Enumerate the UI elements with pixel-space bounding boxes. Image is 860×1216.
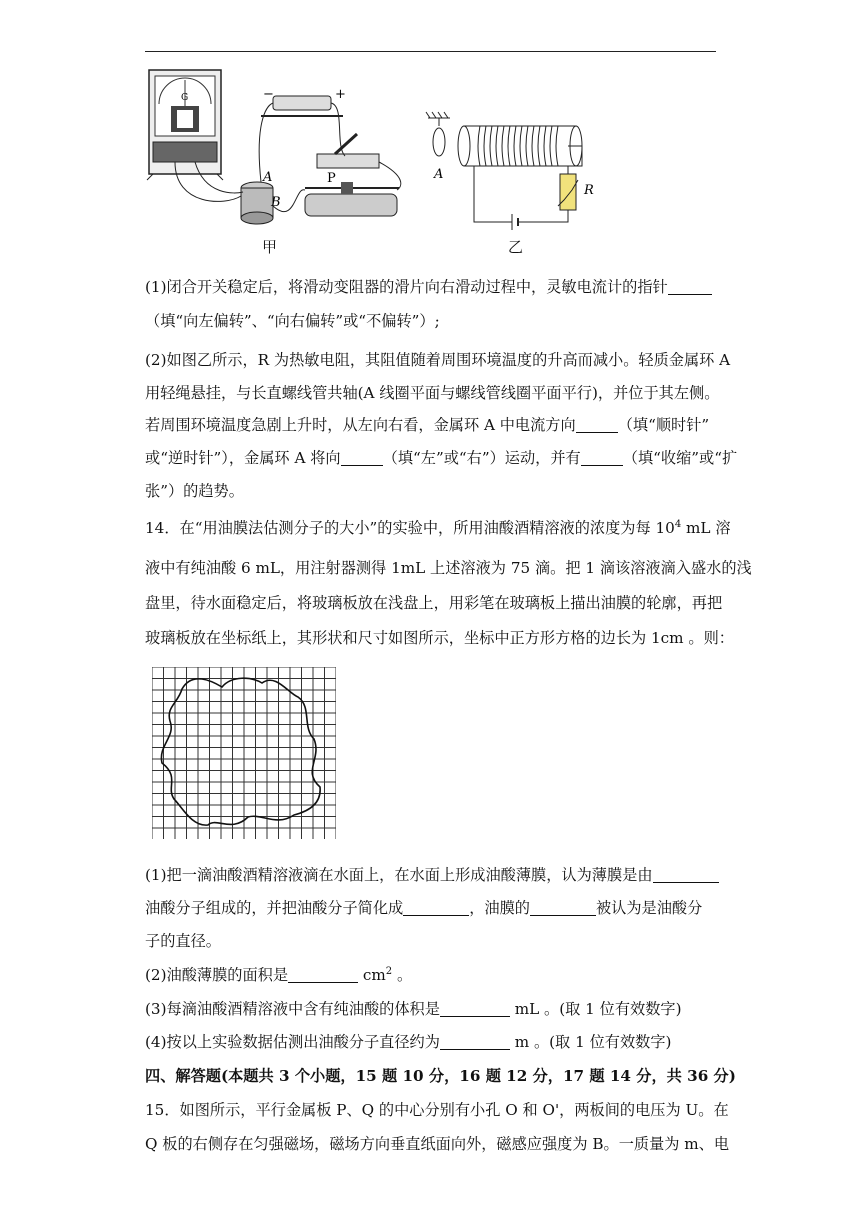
label-minus: − [263, 87, 274, 102]
answer-blank [403, 900, 469, 916]
q14-sub2: (2)油酸薄膜的面积是 $cm^2$ 。 [145, 965, 413, 984]
label-ring-A: A [434, 167, 444, 182]
q14-line3: 盘里，待水面稳定后，将玻璃板放在浅盘上，用彩笔在玻璃板上描出油膜的轮廓，再把 [145, 594, 723, 612]
figure-yi-caption: 乙 [508, 238, 524, 256]
q13-part2-line4: 或“逆时针”），金属环 A 将向 （填“左”或“右”）运动，并有 （填“收缩”或“扩 [145, 449, 738, 467]
q14-sub1-line3: 子的直径。 [145, 932, 221, 950]
label-P: P [327, 171, 336, 186]
answer-blank [530, 900, 596, 916]
q14-sub1-line2: 油酸分子组成的，并把油酸分子简化成 ，油膜的 被认为是油酸分 [145, 899, 703, 917]
oil-film-grid-figure [152, 667, 336, 839]
oil-film-outline [161, 678, 320, 825]
q14-line1: 14．在“用油膜法估测分子的大小”的实验中，所用油酸酒精溶液的浓度为每 $10^4$ mL 溶 [145, 518, 731, 537]
q13-part2-line3: 若周围环境温度急剧上升时，从左向右看，金属环 A 中电流方向 （填“顺时针” [145, 416, 710, 434]
q13-part1-line2: （填“向左偏转”、“向右偏转”或“不偏转”）; [145, 312, 440, 330]
q14-sub3: (3)每滴油酸酒精溶液中含有纯油酸的体积是 mL 。(取 1 位有效数字) [145, 1000, 682, 1018]
figure-jia-caption: 甲 [262, 238, 278, 256]
q13-part2-line5: 张”）的趋势。 [145, 482, 244, 500]
q13-part2-line1: (2)如图乙所示，R 为热敏电阻，其阻值随着周围环境温度的升高而减小。轻质金属环 A [145, 351, 731, 369]
section4-heading: 四、解答题(本题共 3 个小题，15 题 10 分，16 题 12 分，17 题 14 分，共 36 分) [145, 1067, 736, 1085]
answer-blank [440, 1034, 510, 1050]
label-G: G [181, 93, 189, 103]
answer-blank [668, 279, 712, 295]
label-B: B [271, 195, 281, 210]
q14-sub4: (4)按以上实验数据估测出油酸分子直径约为 m 。(取 1 位有效数字) [145, 1033, 672, 1051]
q15-line2: Q 板的右侧存在匀强磁场，磁场方向垂直纸面向外，磁感应强度为 B。一质量为 m、电 [145, 1135, 730, 1153]
q14-line4: 玻璃板放在坐标纸上，其形状和尺寸如图所示，坐标中正方形方格的边长为 1cm 。则： [145, 629, 734, 647]
answer-blank [341, 450, 383, 466]
label-A: A [263, 170, 273, 185]
label-plus: + [335, 87, 346, 102]
q14-sub1-line1: (1)把一滴油酸酒精溶液滴在水面上，在水面上形成油酸薄膜，认为薄膜是由 [145, 864, 720, 885]
q13-part1-line1: (1)闭合开关稳定后，将滑动变阻器的滑片向右滑动过程中，灵敏电流计的指针 [145, 276, 720, 297]
answer-blank [576, 417, 618, 433]
answer-blank [653, 867, 719, 883]
answer-blank [581, 450, 623, 466]
q14-line2: 液中有纯油酸 6 mL，用注射器测得 1mL 上述溶液为 75 滴。把 1 滴该溶液滴入盛水的浅 [145, 559, 752, 577]
figure-jia-apparatus [145, 66, 415, 226]
header-rule [145, 51, 716, 52]
q13-part2-line2: 用轻绳悬挂，与长直螺线管共轴(A 线圈平面与螺线管线圈平面平行)，并位于其左侧。 [145, 384, 720, 402]
answer-blank [440, 1001, 510, 1017]
answer-blank [288, 967, 358, 983]
label-R: R [584, 183, 594, 198]
figure-yi-circuit [424, 110, 614, 234]
q15-line1: 15．如图所示，平行金属板 P、Q 的中心分别有小孔 O 和 O'，两板间的电压为 U。在 [145, 1101, 729, 1119]
